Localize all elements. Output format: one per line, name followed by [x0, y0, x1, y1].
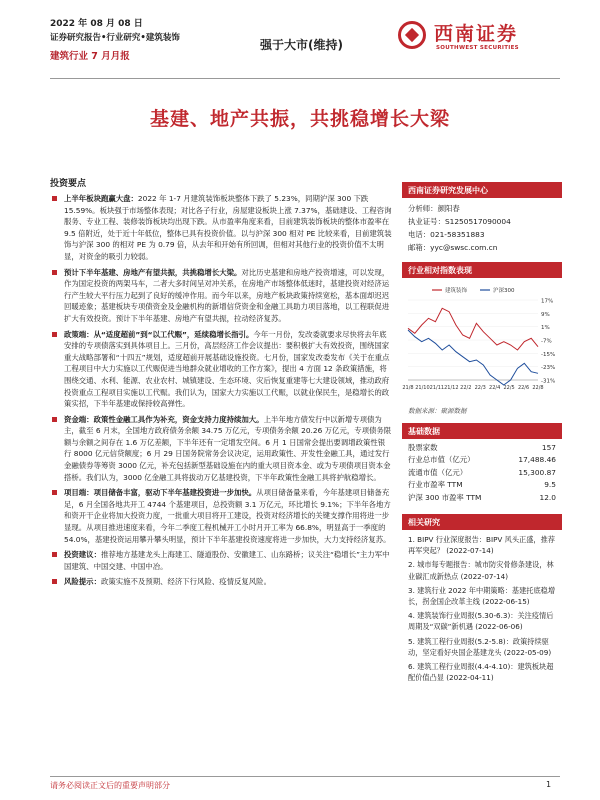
key-value: 17,488.46 [518, 455, 556, 465]
y-tick-label: -15% [541, 351, 556, 358]
key-label: 行业市盈率 TTM [408, 480, 463, 490]
analyst-email[interactable]: 邮箱：yyc@swsc.com.cn [408, 243, 498, 252]
key-value: 15,300.87 [518, 467, 556, 477]
x-tick-label: 22/2 [460, 385, 472, 391]
report-title: 基建、地产共振，共挑稳增长大梁 [149, 108, 450, 130]
key-label: 股票家数 [408, 443, 438, 452]
y-tick-label: 17% [541, 298, 554, 305]
legend-label: 沪深300 [493, 288, 515, 294]
para-text: 推荐地方基建龙头上海建工、隧道股份、安徽建工、山东路桥；议关注“稳增长”主力军中国建筑、中国交建、中国中冶。 [64, 550, 390, 571]
para-lead: 投资建议： [64, 550, 101, 560]
summary-paragraph [50, 414, 392, 484]
chart-svg [402, 282, 562, 400]
related-research-list [402, 530, 562, 683]
para-lead: 项目端：项目储备丰富，驱动下半年基建投资进一步加快。 [64, 488, 257, 498]
y-tick-label: -31% [541, 378, 556, 385]
key-value: 12.0 [539, 492, 556, 502]
related-date: (2022-04-11) [446, 673, 494, 683]
series-line-csi300 [408, 330, 538, 385]
key-data-heading: 基础数据 [402, 423, 562, 439]
y-tick-label: 9% [541, 311, 550, 318]
analyst-heading: 西南证券研究发展中心 [402, 182, 562, 198]
key-value: 9.5 [544, 480, 556, 490]
x-tick-label: 21/8 [402, 385, 414, 391]
summary-paragraph [50, 329, 392, 410]
related-date: (2022-07-14) [460, 571, 509, 581]
para-lead: 资金端：政策性金融工具作为补充，资金支持力度持续加大。 [64, 414, 264, 424]
chart-source: 数据来源：聚源数据 [408, 407, 467, 415]
y-tick-label: -7% [541, 338, 552, 345]
related-title: 6. 建筑工程行业周报(4.4-4.10)：建筑板块超配价值凸显 [408, 662, 554, 683]
key-data-row [408, 467, 556, 479]
page-number: 1 [546, 780, 552, 789]
bullet-icon [52, 490, 57, 495]
key-label: 行业总市值（亿元） [408, 455, 475, 465]
para-lead: 预计下半年基建、房地产有望共振，共挑稳增长大梁。 [64, 267, 242, 277]
key-data-row [408, 442, 556, 454]
bullet-icon [52, 579, 57, 584]
legend-label: 建筑装饰 [445, 288, 468, 294]
key-label: 流通市值（亿元） [408, 467, 468, 477]
logo-mark-icon [398, 21, 426, 49]
para-lead: 政策端：从“适度超前”到“以工代赈”，延续稳增长指引。 [64, 329, 254, 339]
related-title: 5. 建筑工程行业周报(5.2-5.8)：政策持续驱动，坚定看好央国企基建龙头 [408, 636, 549, 657]
related-item[interactable] [408, 610, 556, 632]
related-title: 3. 建筑行业 2022 年中期策略：基建托底稳增长，拐金国企改革主线 [408, 585, 556, 607]
rating: 强于大市(维持) [260, 38, 343, 52]
related-item[interactable] [408, 636, 556, 658]
para-text: 政策实施不及预期、经济下行风险、疫情反复风险。 [100, 577, 271, 587]
related-title: 1. BIPV 行业深度报告：BIPV 风头正盛，推荐再军突起？ [408, 535, 555, 556]
related-date: (2022-06-15) [482, 597, 530, 607]
key-label: 沪深 300 市盈率 TTM [408, 492, 482, 502]
header-divider [50, 78, 560, 79]
related-title: 4. 建筑装饰行业周报(5.30-6.3)：关注疫情后周期及“双碳”新机遇 [408, 611, 554, 632]
para-text: 上半年地方债发行中以新增专项债为主，截至 6 月末，全国地方政府债务余额 34.75 万亿元，专项债务余额 20.26 万亿元，专项债务限额与余额之间存在 1.6 万亿差额，下半年还有一定增发空间。6 月 1 日国常会提出要调增政策性银行 8000 亿元信贷额度；6 月 29 日国务院常务会议决定，运用政策性、开发性金融工具，通过发行金融债券等筹资 3000 亿元，补充包括新型基础设施在内的重大项目资本金、或为专项债项目资本金搭桥。我们认为，3000 亿金融工具将拔动万亿基建投资，下半年政策性金融工具将护航稳增长。 [64, 414, 392, 482]
summary-paragraph [50, 549, 392, 572]
x-tick-label: 22/3 [474, 385, 486, 391]
footer-disclaimer: 请务必阅读正文后的重要声明部分 [50, 781, 170, 790]
summary-paragraph [50, 487, 392, 545]
chart-heading: 行业相对指数表现 [402, 262, 562, 278]
related-item[interactable] [408, 559, 556, 581]
summary-paragraph [50, 193, 392, 263]
bullet-icon [52, 270, 57, 275]
related-title: 2. 城市每专题报告：城市防灾骨修条建设，林业碳汇成新热点 [408, 560, 554, 581]
analyst-phone: 电话：021-58351883 [408, 230, 485, 239]
summary-paragraph [50, 576, 392, 588]
summary-heading: 投资要点 [50, 179, 87, 189]
para-lead: 上半年板块跑赢大盘： [64, 194, 138, 203]
related-date: (2022-07-14) [446, 546, 494, 556]
logo-english: SOUTHWEST SECURITIES [436, 45, 519, 51]
logo-name: 西南证券 [434, 23, 519, 45]
relative-index-chart [402, 282, 562, 404]
analyst-license: 执业证号：S1250517090004 [408, 217, 511, 226]
para-text: 从项目储备量来看，今年基建项目储备充足，6 月全国各地共开工 4744 个基建项目，总投资额 3.1 万亿元，环比增长 9.1%；下半年各地方和资开干企业将加大投资力度，一批重大项目将开工建设，投资对经济增长的关键支撑作用将进一步显现。从项目推进速度来看，今年二季度工程机械开工小时月开工率为 66.8%，明显高于一季度的 54.0%，基建投资运用攀升攀头明显，预计下半年基建投资速度将进一步加快，大力支持经济复苏。 [64, 488, 391, 544]
company-logo [398, 17, 548, 57]
report-type: 证券研究报告•行业研究•建筑装饰 [50, 33, 180, 43]
key-data-row [408, 454, 556, 466]
investment-summary [50, 176, 392, 592]
key-data-table [402, 439, 562, 504]
related-date: (2022-06-06) [475, 622, 523, 632]
x-tick-label: 22/8 [532, 385, 544, 391]
related-item[interactable] [408, 661, 556, 683]
para-text: 今年一月份，发改委就要求尽快将去年底安排的专项债落实到具体项目上。三月份，高层经济工作会议提出：要积极扩大有效投资，围绕国家重大战略部署和“十四五”规划，适度超前开展基础设施投资。七月份，国家发改委发布《关于在重点工程项目中大力实施以工代赈促进当地群众就业增收的工作方案》，提出 4 方面 12 条政策措施，将围绕交通、水利、能源、农业农村、城镇建设、生态环境、灾后恢复重建等七大建设领域，推动政府投资重点工程项目实施以工代赈。我们认为，国家大力实施以工代赈，以就业保民生，是稳增长的政策实招，下半年基建或保持较高弹性。 [64, 329, 390, 409]
related-item[interactable] [408, 534, 556, 556]
analyst-info [402, 198, 562, 254]
x-tick-label: 22/5 [503, 385, 515, 391]
bullet-icon [52, 196, 57, 201]
report-series: 建筑行业 7 月月报 [50, 51, 130, 62]
bullet-icon [52, 332, 57, 337]
key-value: 157 [541, 443, 556, 452]
footer-divider [50, 776, 560, 777]
para-text: 对比历史基建和房地产投资增速，可以发现，作为国定投资的两架马车，二者大多时间呈对冲关系，在房地产市场整体低迷时，基建投资对经济运行产生较大平行压力起到了良好的缓冲作用。而今年以来，房地产板块政策持续宽松，基本面却迟迟回暖迹象；基建板块专项债资金及金融机构的新增信贷资金和金融工具助力项目落地，以工程联促进扩大有效投资。预计下半年基建、房地产有望共振，拉动经济复苏。 [64, 267, 390, 323]
key-data-row [408, 492, 556, 504]
x-tick-label: 21/11 [429, 385, 445, 391]
analyst-name: 分析师：颜阳春 [408, 204, 460, 213]
x-tick-label: 21/12 [444, 385, 459, 391]
related-heading: 相关研究 [402, 514, 562, 530]
x-tick-label: 22/6 [517, 385, 530, 391]
x-tick-label: 21/10 [415, 385, 430, 391]
y-tick-label: 1% [541, 325, 550, 332]
series-line-construction [408, 308, 538, 350]
para-text: 2022 年 1-7 月建筑装饰板块整体下跌了 5.23%，同期沪深 300 下跌 15.59%。板块强于市场整体表现；对比各子行业，房屋建设板块上涨 7.37%，基础建设、工程咨询服务、专业工程、装修装饰板块均出现下跌。从市盈率角度来看，目前建筑装饰板块的整体市盈率在 9.5 倍附近，处于近十年低位，整体已具有投资价值。以与沪深 300 相对 PE 比较来看，目前建筑装饰与沪深 300 的相对 PE 为 0.79 倍，从去年和开始有所回调，但相对其他行业的投资价值不太明显，对资金的吸引力较弱。 [64, 194, 392, 261]
report-date: 2022 年 08 月 08 日 [50, 19, 143, 29]
y-tick-label: -23% [541, 365, 556, 372]
sidebar [402, 182, 562, 686]
x-tick-label: 22/4 [489, 385, 501, 391]
related-date: (2022-05-09) [503, 647, 552, 657]
key-data-row [408, 479, 556, 491]
bullet-icon [52, 552, 57, 557]
summary-paragraph [50, 267, 392, 325]
para-lead: 风险提示： [64, 577, 101, 587]
related-item[interactable] [408, 585, 556, 607]
bullet-icon [52, 417, 57, 422]
